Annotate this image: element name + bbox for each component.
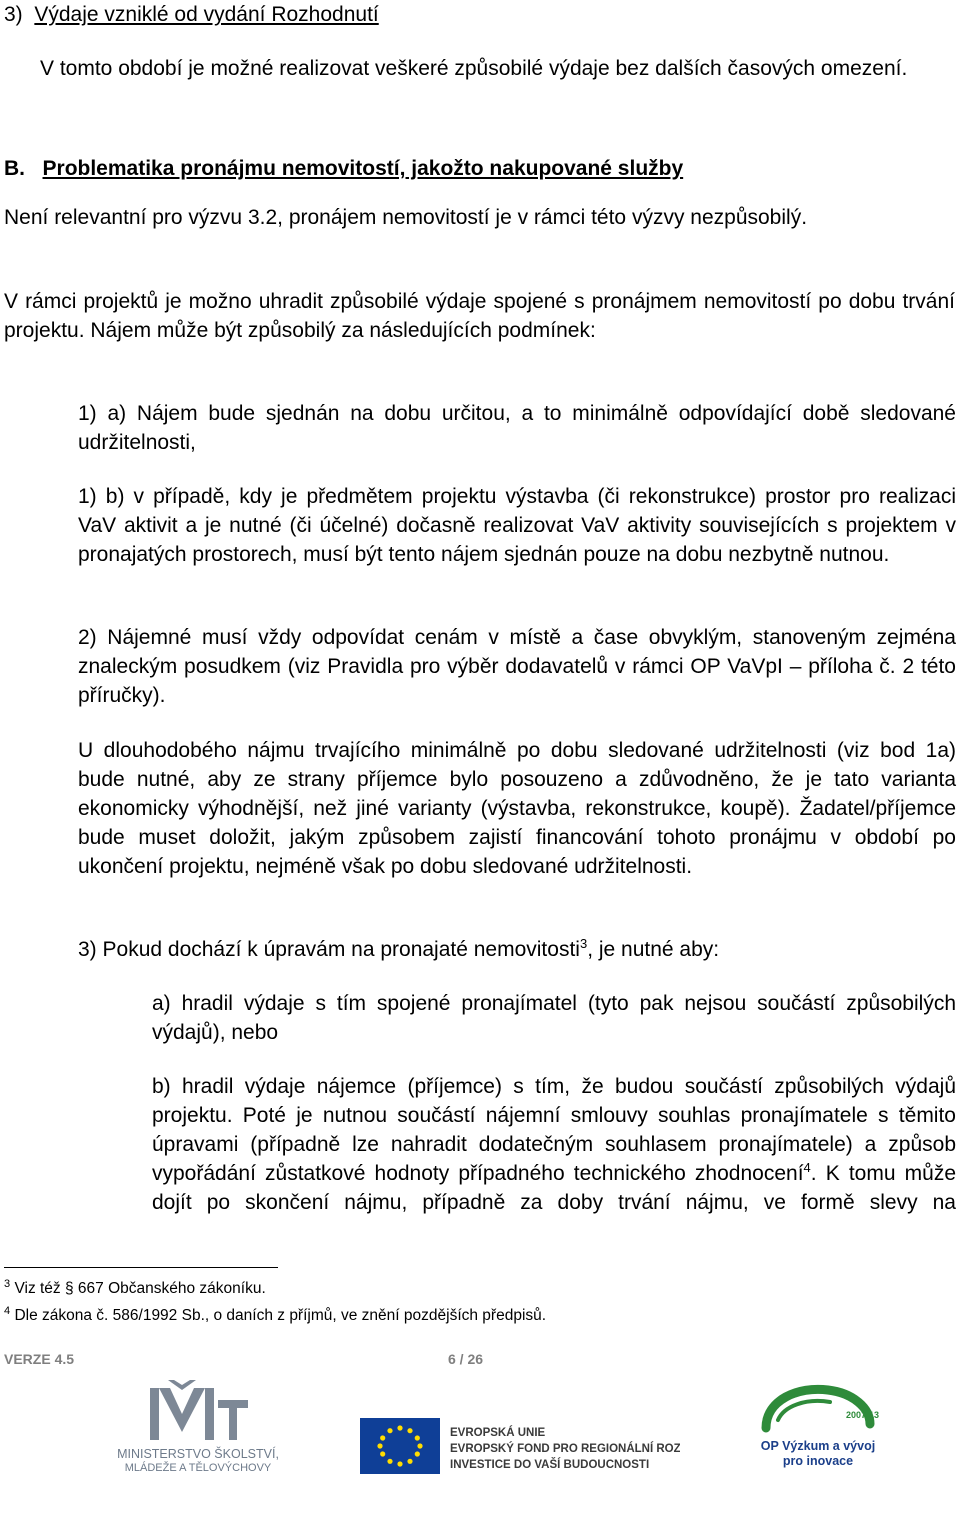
op-logo-years: 2007-13 — [846, 1410, 880, 1420]
footnote-separator — [4, 1267, 278, 1268]
heading-number: 3) — [4, 3, 23, 26]
footer-page-number: 6 / 26 — [448, 1351, 484, 1367]
footnote-4-num: 4 — [4, 1304, 11, 1317]
msmt-logo-line2: MLÁDEŽE A TĚLOVÝCHOVY — [124, 1462, 272, 1474]
footer-version: VERZE 4.5 — [4, 1351, 75, 1367]
footnote-3-text: Viz též § 667 Občanského zákoníku. — [14, 1280, 266, 1297]
item-2: 2) Nájemné musí vždy odpovídat cenám v místě a čase obvyklým, stanoveným zejména znaleckým posudkem (viz Pravidla pro výběr dodavatelů v rámci OP VaVpI – příloha č. 2 této příručky). — [78, 626, 956, 707]
section-b-para1: Není relevantní pro výzvu 3.2, pronájem nemovitostí je v rámci této výzvy nezpůsobilý. — [4, 206, 808, 229]
eu-logo-line2: EVROPSKÝ FOND PRO REGIONÁLNÍ ROZVOJ — [450, 1443, 680, 1455]
footnote-3 — [4, 1279, 944, 1299]
eu-logo — [360, 1412, 680, 1482]
item-3b-tail: . K tomu může dojít po skončení nájmu, případně za doby trvání nájmu, ve formě slevy na — [152, 1162, 956, 1214]
item-2-note: U dlouhodobého nájmu trvajícího minimálně po dobu sledované udržitelnosti (viz bod 1a) bude nutné, aby ze strany příjemce bylo posouzeno a zdůvodněno, že je tato varianta ekonomicky výhodnější, než jiné varianty (výstavba, rekonstrukce, koupě). Žadatel/příjemce bude muset doložit, jakým způsobem zajistí financování tohoto pronájmu v období po ukončení projektu, nejméně však po dobu sledované udržitelnosti. — [78, 739, 956, 878]
item-3b-text: b) hradil výdaje nájemce (příjemce) s tím, že budou součástí způsobilých výdajů projektu. Poté je nutnou součástí nájemní smlouvy souhlas pronajímatele s těmito úpravami (případně lze nahradit dodatečným souhlasem pronajímatele) a způsob vypořádání zůstatkové hodnoty případného technického zhodnocení — [152, 1075, 956, 1185]
item-1a: 1) a) Nájem bude sjednán na dobu určitou, a to minimálně odpovídající době sledované udržitelnosti, — [78, 402, 956, 454]
eu-logo-line3: INVESTICE DO VAŠÍ BUDOUCNOSTI — [450, 1459, 650, 1471]
section-b-title: Problematika pronájmu nemovitostí, jakožto nakupované služby — [42, 157, 684, 180]
footnote-4-text: Dle zákona č. 586/1992 Sb., o daních z příjmů, ve znění pozdějších předpisů. — [14, 1307, 547, 1324]
msmt-logo — [98, 1380, 298, 1480]
item-3-tail: , je nutné aby: — [587, 938, 720, 961]
footnote-3-num: 3 — [4, 1277, 11, 1290]
item-3b — [152, 1072, 956, 1217]
footnote-4 — [4, 1306, 944, 1326]
op-logo-line2: pro inovace — [782, 1454, 854, 1468]
eu-logo-line1: EVROPSKÁ UNIE — [450, 1427, 546, 1439]
heading-text: Výdaje vzniklé od vydání Rozhodnutí — [34, 3, 379, 26]
item-1b: 1) b) v případě, kdy je předmětem projektu výstavba (či rekonstrukce) prostor pro realizaci VaV aktivit a je nutné (či účelné) dočasně realizovat VaV aktivity souvisejících s projektem v pronajatých prostorech, musí být tento nájem sjednán pouze na dobu nezbytně nutnou. — [78, 485, 956, 566]
section-3-heading — [4, 0, 944, 29]
item-3 — [78, 935, 956, 964]
section-3-text: V tomto období je možné realizovat veškeré způsobilé výdaje bez dalších časových omezení. — [40, 57, 908, 80]
op-logo-line1: OP Výzkum a vývoj — [760, 1439, 876, 1453]
footnote-ref-3: 3 — [579, 936, 588, 951]
section-b-label: B. — [4, 157, 25, 180]
footnote-ref-4: 4 — [803, 1160, 811, 1175]
item-3-text: 3) Pokud dochází k úpravám na pronajaté nemovitosti — [78, 938, 580, 961]
op-arc-icon — [766, 1389, 870, 1428]
item-3a: a) hradil výdaje s tím spojené pronajímatel (tyto pak nejsou součástí způsobilých výdajů), nebo — [152, 992, 956, 1044]
msmt-logo-line1: MINISTERSTVO ŠKOLSTVÍ, — [117, 1447, 279, 1461]
section-b-heading — [4, 154, 944, 183]
op-vavpi-logo — [748, 1380, 888, 1480]
section-b-para2: V rámci projektů je možno uhradit způsobilé výdaje spojené s pronájmem nemovitostí po dobu trvání projektu. Nájem může být způsobilý za následujících podmínek: — [4, 290, 955, 342]
